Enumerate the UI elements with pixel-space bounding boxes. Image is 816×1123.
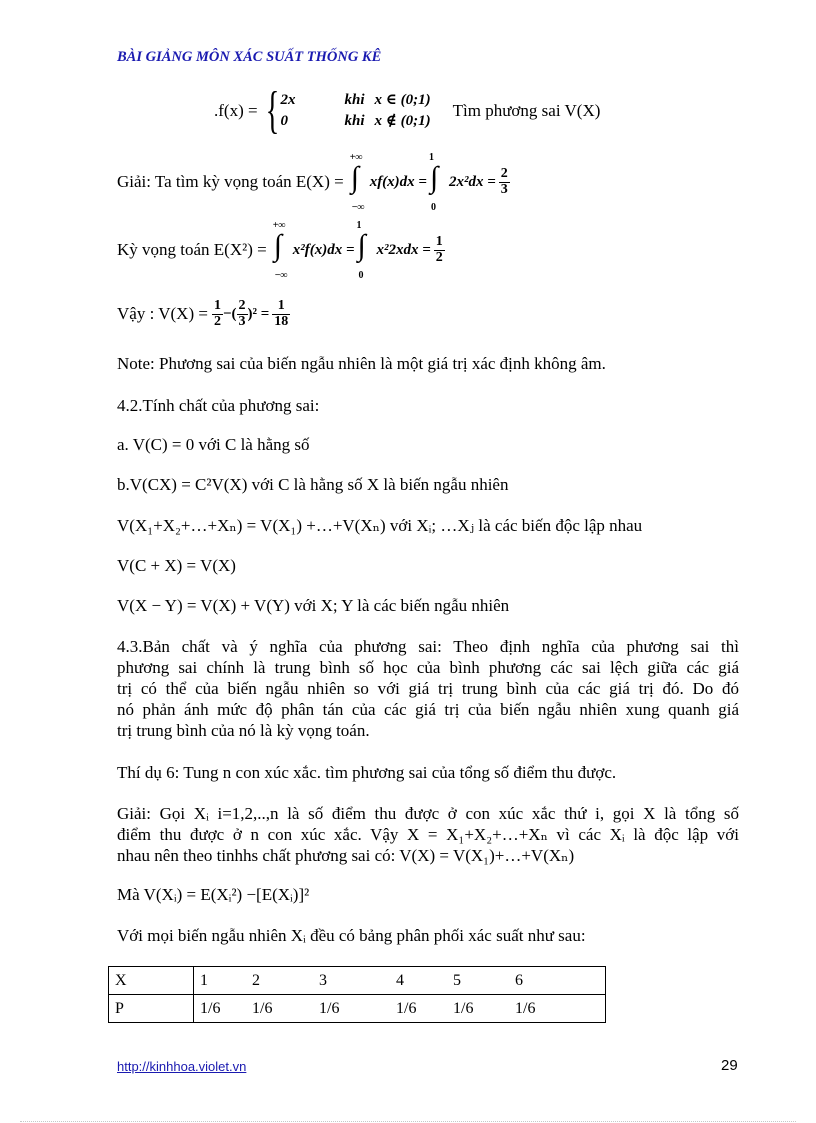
table-cell: 1/6 bbox=[246, 995, 313, 1023]
solution-intro: Giải: Ta tìm kỳ vọng toán E(X) = bbox=[117, 172, 344, 191]
integral-icon: 1 ∫ 0 bbox=[356, 220, 366, 281]
ex-integrand-2: 2x²dx = bbox=[448, 173, 496, 190]
table-cell: 1/6 bbox=[194, 995, 247, 1023]
distribution-intro: Với mọi biến ngẫu nhiên Xᵢ đều có bảng phân phối xác suất như sau: bbox=[117, 926, 586, 945]
property-sum: V(X₁+X₂+…+Xₙ) = V(X₁) +…+V(Xₙ) với Xᵢ; …Xⱼ là các biến độc lập nhau bbox=[117, 516, 643, 535]
left-brace-icon: { bbox=[265, 82, 279, 139]
variance-formula: Mà V(Xᵢ) = E(Xᵢ²) −[E(Xᵢ)]² bbox=[117, 885, 310, 904]
variance-frac-b: $\frac{2}{3}$ bbox=[238, 297, 246, 329]
paragraph-line: điểm thu được ở n con xúc xắc. Vậy X = X₁+X₂+…+Xₙ vì các Xᵢ là độc lập với bbox=[117, 825, 739, 844]
note-text: Note: Phương sai của biến ngẫu nhiên là một giá trị xác định không âm. bbox=[117, 354, 606, 373]
table-cell: 1/6 bbox=[509, 995, 606, 1023]
variance-result-fraction: $\frac{1}{18}$ bbox=[274, 297, 289, 329]
variance-minus: −( bbox=[222, 305, 237, 322]
ex2-integrand-2: x²2xdx = bbox=[376, 241, 431, 258]
table-cell: 2 bbox=[246, 967, 313, 995]
distribution-table bbox=[108, 966, 606, 1023]
expectation-line bbox=[117, 152, 510, 213]
property-difference: V(X − Y) = V(X) + V(Y) với X; Y là các biến ngẫu nhiên bbox=[117, 596, 510, 615]
variance-label: Vậy : V(X) = bbox=[117, 304, 208, 323]
example-6-solution bbox=[117, 803, 739, 866]
table-cell: 1/6 bbox=[447, 995, 509, 1023]
paragraph-line: trị có thể của biến ngẫu nhiên so với giá trị trung bình của các giá trị đó. Do đó bbox=[117, 679, 739, 698]
ex-integrand-1: xf(x)dx = bbox=[369, 173, 427, 190]
paragraph-line: Giải: Gọi Xᵢ i=1,2,..,n là số điểm thu được ở con xúc xắc thứ i, gọi X là tổng số bbox=[117, 804, 739, 823]
table-cell: 5 bbox=[447, 967, 509, 995]
integral-icon: 1 ∫ 0 bbox=[428, 152, 439, 213]
second-moment-line bbox=[117, 220, 445, 281]
table-cell: 1 bbox=[194, 967, 247, 995]
piecewise-function bbox=[214, 82, 601, 139]
variance-frac-a: $\frac{1}{2}$ bbox=[213, 297, 221, 329]
paragraph-line: trị trung bình của nó là kỳ vọng toán. bbox=[117, 721, 370, 740]
table-cell: 1/6 bbox=[390, 995, 447, 1023]
piecewise-cases bbox=[281, 90, 431, 132]
table-header-x: X bbox=[109, 967, 194, 995]
case1-cond: x ∈ (0;1) bbox=[374, 92, 431, 108]
case2-cond: x ∉ (0;1) bbox=[374, 113, 431, 129]
example-6-title: Thí dụ 6: Tung n con xúc xắc. tìm phương sai của tổng số điểm thu được. bbox=[117, 763, 617, 782]
property-a: a. V(C) = 0 với C là hằng số bbox=[117, 435, 310, 454]
property-b: b.V(CX) = C²V(X) với C là hằng số X là biến ngẫu nhiên bbox=[117, 475, 509, 494]
case2-expr: 0 bbox=[280, 113, 289, 129]
property-shift: V(C + X) = V(X) bbox=[117, 556, 236, 575]
ex2-integrand-1: x²f(x)dx = bbox=[292, 241, 355, 258]
table-cell: 6 bbox=[509, 967, 606, 995]
footer-link[interactable]: http://kinhhoa.violet.vn bbox=[117, 1059, 247, 1074]
page-number: 29 bbox=[721, 1057, 738, 1074]
case1-khi: khi bbox=[344, 92, 365, 108]
table-row bbox=[109, 995, 606, 1023]
variance-square: )² = bbox=[247, 305, 270, 322]
section-4-2-title: 4.2.Tính chất của phương sai: bbox=[117, 396, 320, 415]
integral-icon: +∞ ∫ −∞ bbox=[349, 152, 365, 213]
ex2-result-fraction: $\frac{1}{2}$ bbox=[435, 233, 443, 265]
document-header-title: BÀI GIẢNG MÔN XÁC SUẤT THỐNG KÊ bbox=[117, 49, 382, 65]
function-lhs: .f(x) = bbox=[214, 101, 258, 120]
paragraph-line: nhau nên theo tinhhs chất phương sai có: V(X) = V(X₁)+…+V(Xₙ) bbox=[117, 846, 575, 865]
ex2-label: Kỳ vọng toán E(X²) = bbox=[117, 240, 267, 259]
table-cell: 3 bbox=[313, 967, 390, 995]
page-bottom-divider bbox=[20, 1121, 796, 1122]
table-cell: 4 bbox=[390, 967, 447, 995]
case2-khi: khi bbox=[344, 113, 365, 129]
integral-icon: +∞ ∫ −∞ bbox=[272, 220, 288, 281]
paragraph-line: nó phản ánh mức độ phân tán của các giá trị của biến ngẫu nhiên xung quanh giá bbox=[117, 700, 739, 719]
case1-expr: 2x bbox=[280, 92, 296, 108]
ex-result-fraction: $\frac{2}{3}$ bbox=[500, 165, 508, 197]
paragraph-line: 4.3.Bản chất và ý nghĩa của phương sai: Theo định nghĩa của phương sai thì bbox=[117, 637, 739, 656]
task-text: Tìm phương sai V(X) bbox=[452, 101, 601, 120]
section-4-3-paragraph bbox=[117, 636, 739, 741]
paragraph-line: phương sai chính là trung bình số học của bình phương các sai lệch giữa các giá bbox=[117, 658, 739, 677]
table-cell: 1/6 bbox=[313, 995, 390, 1023]
variance-result-line bbox=[117, 292, 290, 336]
table-header-p: P bbox=[109, 995, 194, 1023]
table-row bbox=[109, 967, 606, 995]
